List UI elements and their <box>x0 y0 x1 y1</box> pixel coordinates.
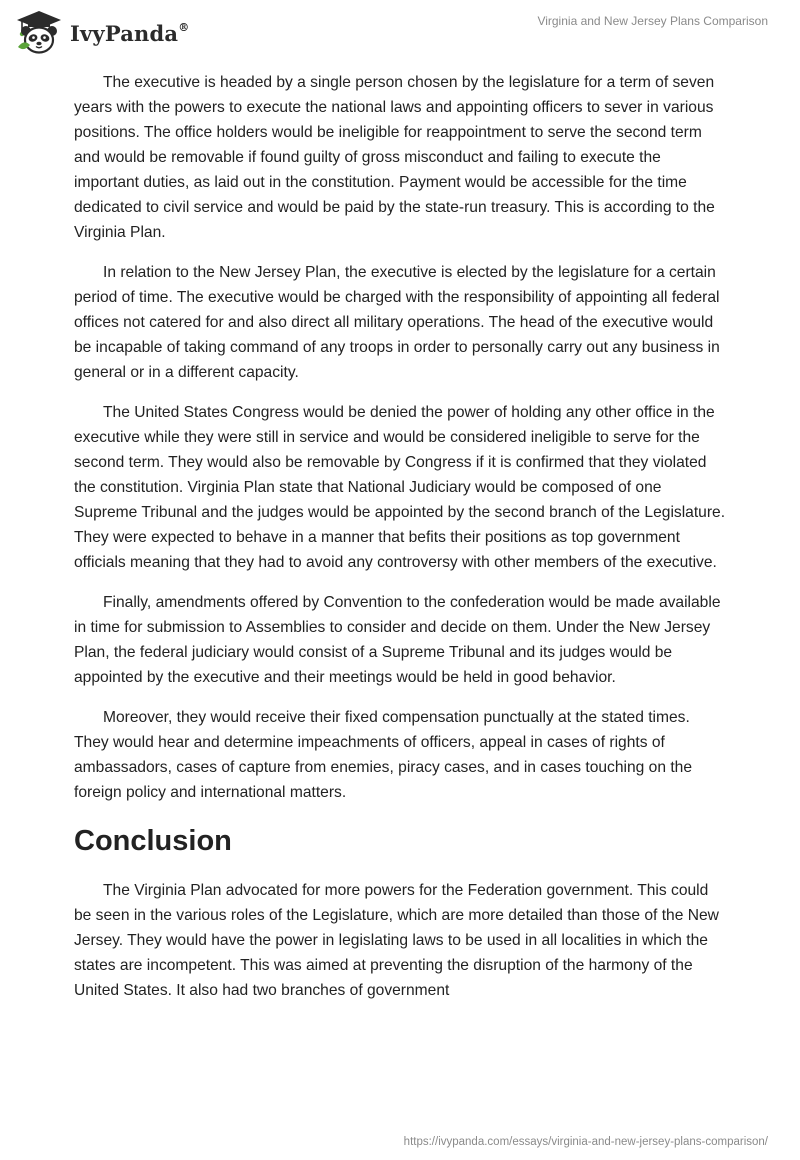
document-title: Virginia and New Jersey Plans Comparison <box>537 14 768 28</box>
panda-graduate-logo-icon <box>14 9 64 55</box>
registered-mark: ® <box>178 20 190 34</box>
paragraph: The Virginia Plan advocated for more powers for the Federation government. This could be seen in the various roles of the Legislature, which are more detailed than those of the New Jersey. They would have the power in legislating laws to be used in all localities in which the states are incompetent. This was aimed at preventing the disruption of the harmony of the United States. It also had two branches of government <box>74 882 719 999</box>
conclusion-heading: Conclusion <box>74 825 232 857</box>
paragraph: Moreover, they would receive their fixed compensation punctually at the stated times. They would hear and determine impeachments of officers, appeal in cases of rights of ambassadors, cases of capture from enemies, piracy cases, and in cases touching on the foreign policy and international matters. <box>74 709 693 801</box>
paragraph: The executive is headed by a single person chosen by the legislature for a term of seven years with the powers to execute the national laws and appointing officers to sever in various positions. The office holders would be ineligible for reappointment to serve the second term and would be removable if found guilty of gross misconduct and failing to execute the important duties, as laid out in the constitution. Payment would be accessible for the time dedicated to civil service and would be paid by the state-run treasury. This is according to the Virginia Plan. <box>74 74 715 241</box>
brand-name: IvyPanda® <box>70 20 190 46</box>
ivypanda-logo[interactable] <box>14 8 189 56</box>
page-header <box>0 0 800 64</box>
paragraph: In relation to the New Jersey Plan, the executive is elected by the legislature for a certain period of time. The executive would be charged with the responsibility of appointing all federal offices not catered for and also direct all military operations. The head of the executive would be incapable of taking command of any troops in order to personally carry out any business in general or in a different capacity. <box>74 264 720 381</box>
source-url[interactable]: https://ivypanda.com/essays/virginia-and-new-jersey-plans-comparison/ <box>403 1136 768 1148</box>
paragraph: Finally, amendments offered by Convention to the confederation would be made available in time for submission to Assemblies to consider and decide on them. Under the New Jersey Plan, the federal judiciary would consist of a Supreme Tribunal and its judges would be appointed by the executive and their meetings would be held in good behavior. <box>74 594 721 686</box>
essay-content <box>74 70 726 1018</box>
paragraph: The United States Congress would be denied the power of holding any other office in the executive while they were still in service and would be considered ineligible to serve for the second term. They would also be removable by Congress if it is confirmed that they violated the constitution. Virginia Plan state that National Judiciary would be composed of one Supreme Tribunal and the judges would be appointed by the second branch of the Legislature. They were expected to behave in a manner that befits their positions as top government officials meaning that they had to avoid any controversy with other members of the executive. <box>74 404 726 571</box>
